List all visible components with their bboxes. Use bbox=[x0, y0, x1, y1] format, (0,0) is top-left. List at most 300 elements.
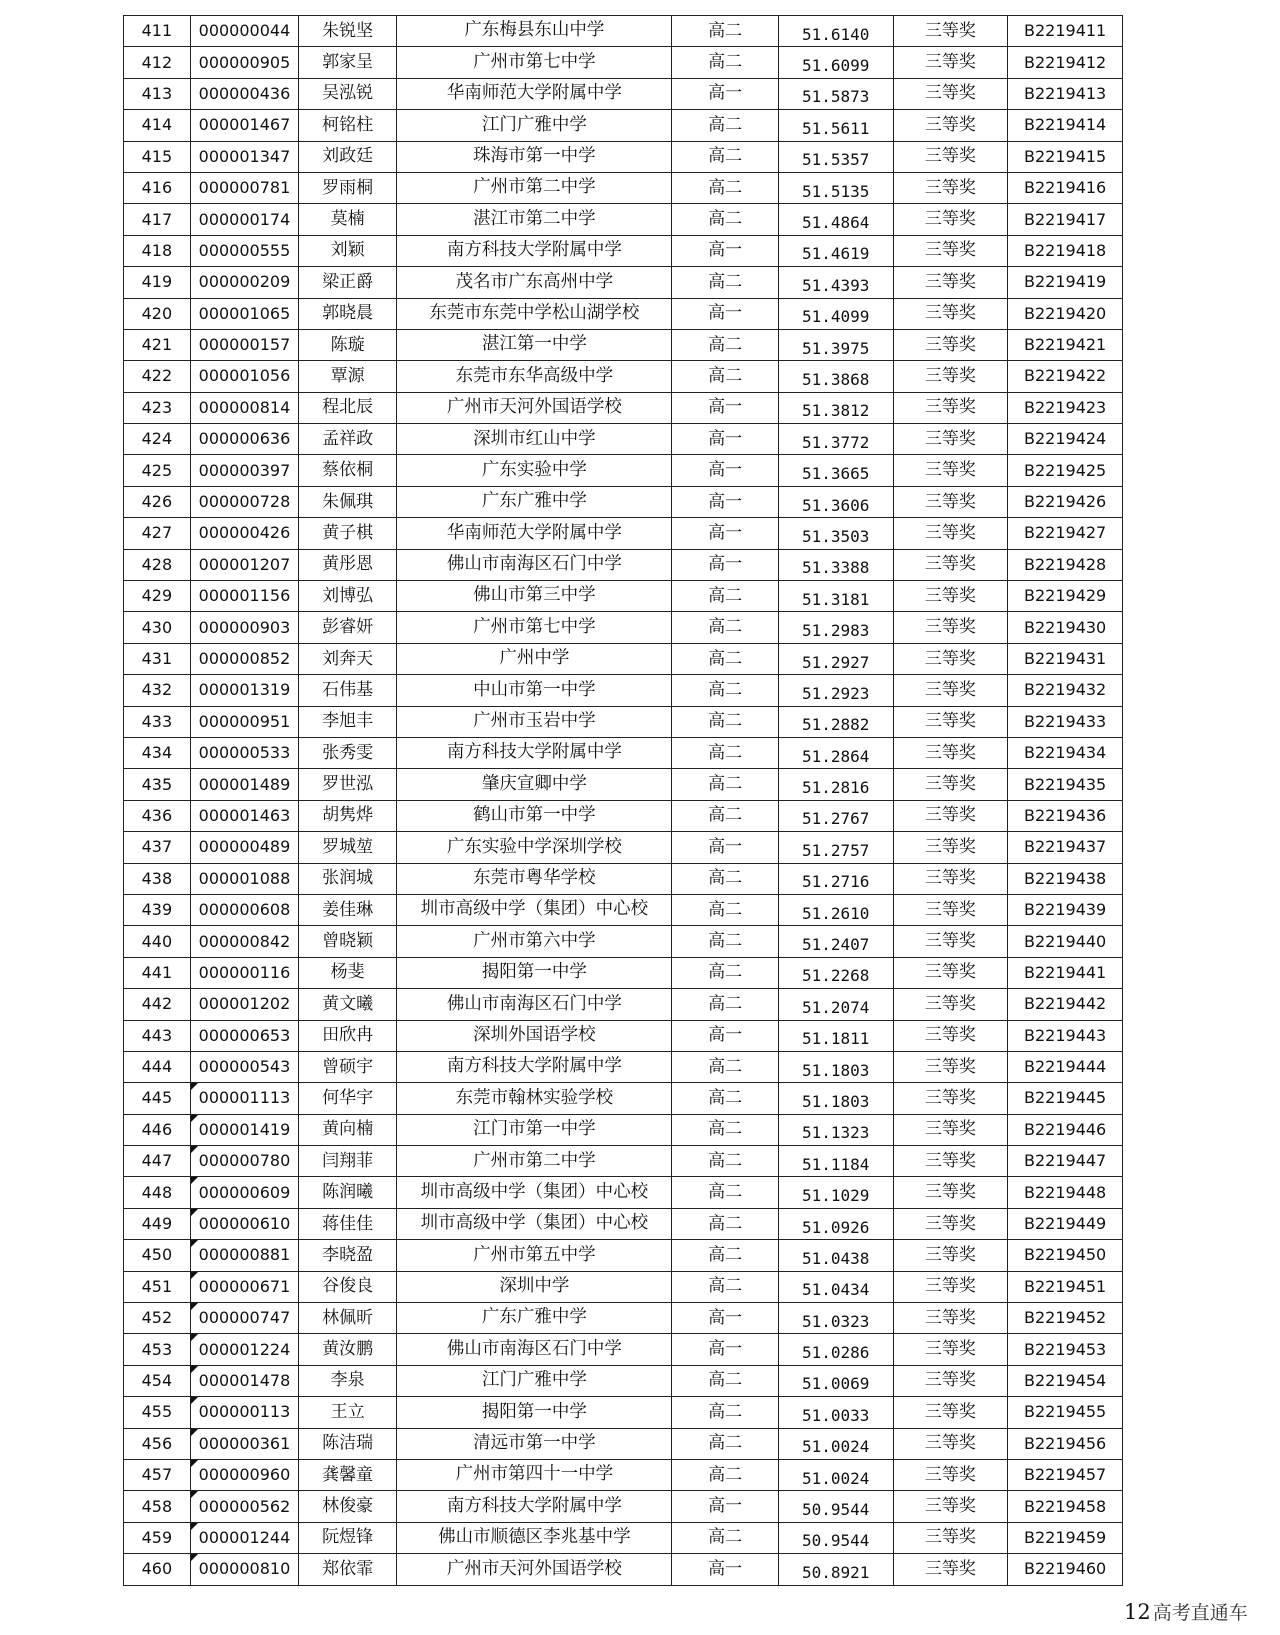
certificate-cell: B2219438 bbox=[1008, 863, 1123, 894]
candidate-id-cell: 000000157 bbox=[190, 329, 298, 360]
score-cell: 51.2927 bbox=[778, 643, 893, 674]
grade-cell: 高二 bbox=[672, 204, 778, 235]
school-cell: 南方科技大学附属中学 bbox=[397, 737, 672, 768]
rank-cell: 453 bbox=[124, 1334, 191, 1365]
grade-cell: 高一 bbox=[672, 1491, 778, 1522]
certificate-cell: B2219411 bbox=[1008, 16, 1123, 47]
student-name-cell: 吴泓锐 bbox=[299, 78, 397, 109]
certificate-cell: B2219434 bbox=[1008, 737, 1123, 768]
student-name-cell: 程北辰 bbox=[299, 392, 397, 423]
student-name-cell: 张润城 bbox=[299, 863, 397, 894]
certificate-cell: B2219433 bbox=[1008, 706, 1123, 737]
certificate-cell: B2219444 bbox=[1008, 1051, 1123, 1082]
candidate-id-cell: 000000361 bbox=[190, 1428, 298, 1459]
certificate-cell: B2219428 bbox=[1008, 549, 1123, 580]
candidate-id-cell: 000000533 bbox=[190, 737, 298, 768]
award-cell: 三等奖 bbox=[893, 957, 1008, 988]
school-cell: 江门广雅中学 bbox=[397, 1365, 672, 1396]
student-name-cell: 黄文曦 bbox=[299, 989, 397, 1020]
student-name-cell: 石伟基 bbox=[299, 675, 397, 706]
grade-cell: 高二 bbox=[672, 267, 778, 298]
candidate-id-cell: 000000174 bbox=[190, 204, 298, 235]
score-cell: 51.1811 bbox=[778, 1020, 893, 1051]
award-cell: 三等奖 bbox=[893, 1365, 1008, 1396]
table-row bbox=[124, 141, 1123, 172]
table-row bbox=[124, 1240, 1123, 1271]
score-cell: 51.3388 bbox=[778, 549, 893, 580]
school-cell: 广州市第二中学 bbox=[397, 1146, 672, 1177]
school-cell: 湛江市第二中学 bbox=[397, 204, 672, 235]
candidate-id-cell: 000000489 bbox=[190, 832, 298, 863]
school-cell: 南方科技大学附属中学 bbox=[397, 1051, 672, 1082]
rank-cell: 459 bbox=[124, 1522, 191, 1553]
award-cell: 三等奖 bbox=[893, 1459, 1008, 1490]
award-cell: 三等奖 bbox=[893, 863, 1008, 894]
table-row bbox=[124, 1083, 1123, 1114]
rank-cell: 449 bbox=[124, 1208, 191, 1239]
certificate-cell: B2219425 bbox=[1008, 455, 1123, 486]
score-cell: 51.0323 bbox=[778, 1303, 893, 1334]
award-cell: 三等奖 bbox=[893, 1208, 1008, 1239]
candidate-id-cell: 000000905 bbox=[190, 47, 298, 78]
grade-cell: 高一 bbox=[672, 1303, 778, 1334]
school-cell: 广州市第二中学 bbox=[397, 172, 672, 203]
rank-cell: 415 bbox=[124, 141, 191, 172]
score-cell: 51.1184 bbox=[778, 1146, 893, 1177]
student-name-cell: 郭晓晨 bbox=[299, 298, 397, 329]
rank-cell: 416 bbox=[124, 172, 191, 203]
score-cell: 51.2407 bbox=[778, 926, 893, 957]
student-name-cell: 柯铭柱 bbox=[299, 110, 397, 141]
student-name-cell: 张秀雯 bbox=[299, 737, 397, 768]
score-cell: 51.0434 bbox=[778, 1271, 893, 1302]
score-cell: 51.4864 bbox=[778, 204, 893, 235]
school-cell: 华南师范大学附属中学 bbox=[397, 78, 672, 109]
award-cell: 三等奖 bbox=[893, 894, 1008, 925]
table-row bbox=[124, 110, 1123, 141]
certificate-cell: B2219453 bbox=[1008, 1334, 1123, 1365]
candidate-id-cell: 000001419 bbox=[190, 1114, 298, 1145]
student-name-cell: 李泉 bbox=[299, 1365, 397, 1396]
candidate-id-cell: 000000881 bbox=[190, 1240, 298, 1271]
school-cell: 广州市天河外国语学校 bbox=[397, 1554, 672, 1585]
school-cell: 珠海市第一中学 bbox=[397, 141, 672, 172]
rank-cell: 428 bbox=[124, 549, 191, 580]
school-cell: 茂名市广东高州中学 bbox=[397, 267, 672, 298]
award-cell: 三等奖 bbox=[893, 172, 1008, 203]
student-name-cell: 阮煜锋 bbox=[299, 1522, 397, 1553]
certificate-cell: B2219447 bbox=[1008, 1146, 1123, 1177]
school-cell: 佛山市南海区石门中学 bbox=[397, 989, 672, 1020]
rank-cell: 460 bbox=[124, 1554, 191, 1585]
award-cell: 三等奖 bbox=[893, 78, 1008, 109]
rank-cell: 426 bbox=[124, 486, 191, 517]
rank-cell: 421 bbox=[124, 329, 191, 360]
student-name-cell: 黄彤恩 bbox=[299, 549, 397, 580]
candidate-id-cell: 000001244 bbox=[190, 1522, 298, 1553]
table-row bbox=[124, 737, 1123, 768]
grade-cell: 高二 bbox=[672, 110, 778, 141]
award-cell: 三等奖 bbox=[893, 361, 1008, 392]
grade-cell: 高二 bbox=[672, 361, 778, 392]
candidate-id-cell: 000000842 bbox=[190, 926, 298, 957]
candidate-id-cell: 000000044 bbox=[190, 16, 298, 47]
score-cell: 51.2816 bbox=[778, 769, 893, 800]
rank-cell: 455 bbox=[124, 1397, 191, 1428]
school-cell: 广东实验中学深圳学校 bbox=[397, 832, 672, 863]
table-row bbox=[124, 643, 1123, 674]
student-name-cell: 曾硕宇 bbox=[299, 1051, 397, 1082]
award-cell: 三等奖 bbox=[893, 267, 1008, 298]
score-cell: 51.3665 bbox=[778, 455, 893, 486]
school-cell: 清远市第一中学 bbox=[397, 1428, 672, 1459]
certificate-cell: B2219437 bbox=[1008, 832, 1123, 863]
score-cell: 51.1323 bbox=[778, 1114, 893, 1145]
grade-cell: 高一 bbox=[672, 1020, 778, 1051]
candidate-id-cell: 000001113 bbox=[190, 1083, 298, 1114]
rank-cell: 427 bbox=[124, 518, 191, 549]
school-cell: 广州市第七中学 bbox=[397, 47, 672, 78]
school-cell: 揭阳第一中学 bbox=[397, 957, 672, 988]
score-cell: 51.0438 bbox=[778, 1240, 893, 1271]
rank-cell: 411 bbox=[124, 16, 191, 47]
table-row bbox=[124, 1522, 1123, 1553]
award-cell: 三等奖 bbox=[893, 1334, 1008, 1365]
award-cell: 三等奖 bbox=[893, 989, 1008, 1020]
table-row bbox=[124, 989, 1123, 1020]
rank-cell: 456 bbox=[124, 1428, 191, 1459]
award-cell: 三等奖 bbox=[893, 110, 1008, 141]
rank-cell: 436 bbox=[124, 800, 191, 831]
table-row bbox=[124, 329, 1123, 360]
rank-cell: 443 bbox=[124, 1020, 191, 1051]
rank-cell: 413 bbox=[124, 78, 191, 109]
award-cell: 三等奖 bbox=[893, 1428, 1008, 1459]
certificate-cell: B2219452 bbox=[1008, 1303, 1123, 1334]
certificate-cell: B2219431 bbox=[1008, 643, 1123, 674]
certificate-cell: B2219418 bbox=[1008, 235, 1123, 266]
rank-cell: 433 bbox=[124, 706, 191, 737]
grade-cell: 高一 bbox=[672, 518, 778, 549]
table-row bbox=[124, 1365, 1123, 1396]
school-cell: 广州市第七中学 bbox=[397, 612, 672, 643]
grade-cell: 高一 bbox=[672, 1334, 778, 1365]
student-name-cell: 罗雨桐 bbox=[299, 172, 397, 203]
grade-cell: 高二 bbox=[672, 894, 778, 925]
school-cell: 广州市玉岩中学 bbox=[397, 706, 672, 737]
grade-cell: 高二 bbox=[672, 16, 778, 47]
school-cell: 佛山市南海区石门中学 bbox=[397, 1334, 672, 1365]
student-name-cell: 王立 bbox=[299, 1397, 397, 1428]
grade-cell: 高二 bbox=[672, 800, 778, 831]
certificate-cell: B2219439 bbox=[1008, 894, 1123, 925]
certificate-cell: B2219458 bbox=[1008, 1491, 1123, 1522]
school-cell: 广东梅县东山中学 bbox=[397, 16, 672, 47]
school-cell: 广州市天河外国语学校 bbox=[397, 392, 672, 423]
student-name-cell: 曾晓颖 bbox=[299, 926, 397, 957]
student-name-cell: 何华宇 bbox=[299, 1083, 397, 1114]
school-cell: 广东广雅中学 bbox=[397, 1303, 672, 1334]
student-name-cell: 郭家呈 bbox=[299, 47, 397, 78]
candidate-id-cell: 000000903 bbox=[190, 612, 298, 643]
student-name-cell: 朱锐坚 bbox=[299, 16, 397, 47]
grade-cell: 高二 bbox=[672, 926, 778, 957]
award-cell: 三等奖 bbox=[893, 204, 1008, 235]
candidate-id-cell: 000000543 bbox=[190, 1051, 298, 1082]
table-row bbox=[124, 486, 1123, 517]
grade-cell: 高二 bbox=[672, 612, 778, 643]
school-cell: 江门市第一中学 bbox=[397, 1114, 672, 1145]
school-cell: 佛山市第三中学 bbox=[397, 581, 672, 612]
candidate-id-cell: 000001207 bbox=[190, 549, 298, 580]
rank-cell: 440 bbox=[124, 926, 191, 957]
grade-cell: 高二 bbox=[672, 1177, 778, 1208]
certificate-cell: B2219445 bbox=[1008, 1083, 1123, 1114]
rank-cell: 446 bbox=[124, 1114, 191, 1145]
student-name-cell: 陈洁瑞 bbox=[299, 1428, 397, 1459]
award-cell: 三等奖 bbox=[893, 1146, 1008, 1177]
certificate-cell: B2219441 bbox=[1008, 957, 1123, 988]
school-cell: 华南师范大学附属中学 bbox=[397, 518, 672, 549]
school-cell: 肇庆宣卿中学 bbox=[397, 769, 672, 800]
certificate-cell: B2219446 bbox=[1008, 1114, 1123, 1145]
candidate-id-cell: 000000671 bbox=[190, 1271, 298, 1302]
score-cell: 51.0024 bbox=[778, 1459, 893, 1490]
award-cell: 三等奖 bbox=[893, 737, 1008, 768]
award-cell: 三等奖 bbox=[893, 1397, 1008, 1428]
grade-cell: 高二 bbox=[672, 1083, 778, 1114]
grade-cell: 高二 bbox=[672, 643, 778, 674]
award-cell: 三等奖 bbox=[893, 1114, 1008, 1145]
student-name-cell: 龚馨童 bbox=[299, 1459, 397, 1490]
school-cell: 广州市第四十一中学 bbox=[397, 1459, 672, 1490]
student-name-cell: 田欣冉 bbox=[299, 1020, 397, 1051]
table-row bbox=[124, 1554, 1123, 1585]
award-cell: 三等奖 bbox=[893, 1554, 1008, 1585]
candidate-id-cell: 000001319 bbox=[190, 675, 298, 706]
school-cell: 江门广雅中学 bbox=[397, 110, 672, 141]
candidate-id-cell: 000000436 bbox=[190, 78, 298, 109]
candidate-id-cell: 000000426 bbox=[190, 518, 298, 549]
student-name-cell: 覃源 bbox=[299, 361, 397, 392]
score-cell: 51.3181 bbox=[778, 581, 893, 612]
student-name-cell: 姜佳琳 bbox=[299, 894, 397, 925]
grade-cell: 高二 bbox=[672, 706, 778, 737]
score-cell: 51.0069 bbox=[778, 1365, 893, 1396]
candidate-id-cell: 000000609 bbox=[190, 1177, 298, 1208]
student-name-cell: 黄向楠 bbox=[299, 1114, 397, 1145]
score-cell: 51.2767 bbox=[778, 800, 893, 831]
award-cell: 三等奖 bbox=[893, 235, 1008, 266]
rank-cell: 418 bbox=[124, 235, 191, 266]
rank-cell: 457 bbox=[124, 1459, 191, 1490]
rank-cell: 434 bbox=[124, 737, 191, 768]
school-cell: 圳市高级中学（集团）中心校 bbox=[397, 1177, 672, 1208]
school-cell: 东莞市翰林实验学校 bbox=[397, 1083, 672, 1114]
score-cell: 51.6099 bbox=[778, 47, 893, 78]
candidate-id-cell: 000000610 bbox=[190, 1208, 298, 1239]
candidate-id-cell: 000000810 bbox=[190, 1554, 298, 1585]
grade-cell: 高二 bbox=[672, 675, 778, 706]
table-row bbox=[124, 675, 1123, 706]
table-row bbox=[124, 392, 1123, 423]
certificate-cell: B2219455 bbox=[1008, 1397, 1123, 1428]
rank-cell: 417 bbox=[124, 204, 191, 235]
certificate-cell: B2219430 bbox=[1008, 612, 1123, 643]
award-cell: 三等奖 bbox=[893, 16, 1008, 47]
certificate-cell: B2219450 bbox=[1008, 1240, 1123, 1271]
score-cell: 51.5135 bbox=[778, 172, 893, 203]
results-table-body bbox=[124, 16, 1123, 1586]
rank-cell: 439 bbox=[124, 894, 191, 925]
rank-cell: 432 bbox=[124, 675, 191, 706]
award-cell: 三等奖 bbox=[893, 424, 1008, 455]
rank-cell: 423 bbox=[124, 392, 191, 423]
score-cell: 51.4393 bbox=[778, 267, 893, 298]
score-cell: 51.3772 bbox=[778, 424, 893, 455]
table-row bbox=[124, 1428, 1123, 1459]
certificate-cell: B2219413 bbox=[1008, 78, 1123, 109]
table-row bbox=[124, 172, 1123, 203]
award-cell: 三等奖 bbox=[893, 769, 1008, 800]
school-cell: 佛山市顺德区李兆基中学 bbox=[397, 1522, 672, 1553]
table-row bbox=[124, 1051, 1123, 1082]
candidate-id-cell: 000001224 bbox=[190, 1334, 298, 1365]
rank-cell: 437 bbox=[124, 832, 191, 863]
school-cell: 南方科技大学附属中学 bbox=[397, 1491, 672, 1522]
award-cell: 三等奖 bbox=[893, 706, 1008, 737]
grade-cell: 高一 bbox=[672, 298, 778, 329]
rank-cell: 430 bbox=[124, 612, 191, 643]
grade-cell: 高一 bbox=[672, 1554, 778, 1585]
score-cell: 51.1803 bbox=[778, 1083, 893, 1114]
rank-cell: 429 bbox=[124, 581, 191, 612]
award-cell: 三等奖 bbox=[893, 518, 1008, 549]
certificate-cell: B2219454 bbox=[1008, 1365, 1123, 1396]
school-cell: 圳市高级中学（集团）中心校 bbox=[397, 1208, 672, 1239]
candidate-id-cell: 000000814 bbox=[190, 392, 298, 423]
score-cell: 51.5357 bbox=[778, 141, 893, 172]
score-cell: 51.2882 bbox=[778, 706, 893, 737]
grade-cell: 高二 bbox=[672, 581, 778, 612]
rank-cell: 431 bbox=[124, 643, 191, 674]
certificate-cell: B2219412 bbox=[1008, 47, 1123, 78]
score-cell: 51.4619 bbox=[778, 235, 893, 266]
score-cell: 50.9544 bbox=[778, 1522, 893, 1553]
table-row bbox=[124, 863, 1123, 894]
grade-cell: 高二 bbox=[672, 1397, 778, 1428]
score-cell: 51.0033 bbox=[778, 1397, 893, 1428]
table-row bbox=[124, 204, 1123, 235]
candidate-id-cell: 000000116 bbox=[190, 957, 298, 988]
student-name-cell: 罗城堃 bbox=[299, 832, 397, 863]
table-row bbox=[124, 706, 1123, 737]
certificate-cell: B2219451 bbox=[1008, 1271, 1123, 1302]
award-cell: 三等奖 bbox=[893, 455, 1008, 486]
results-table bbox=[123, 15, 1123, 1586]
rank-cell: 414 bbox=[124, 110, 191, 141]
award-cell: 三等奖 bbox=[893, 581, 1008, 612]
rank-cell: 419 bbox=[124, 267, 191, 298]
score-cell: 51.3868 bbox=[778, 361, 893, 392]
score-cell: 51.0286 bbox=[778, 1334, 893, 1365]
rank-cell: 447 bbox=[124, 1146, 191, 1177]
candidate-id-cell: 000001463 bbox=[190, 800, 298, 831]
grade-cell: 高二 bbox=[672, 769, 778, 800]
student-name-cell: 李晓盈 bbox=[299, 1240, 397, 1271]
student-name-cell: 林佩昕 bbox=[299, 1303, 397, 1334]
candidate-id-cell: 000001489 bbox=[190, 769, 298, 800]
certificate-cell: B2219440 bbox=[1008, 926, 1123, 957]
table-row bbox=[124, 894, 1123, 925]
page-number: 12 bbox=[1124, 1600, 1151, 1624]
rank-cell: 450 bbox=[124, 1240, 191, 1271]
school-cell: 东莞市东莞中学松山湖学校 bbox=[397, 298, 672, 329]
rank-cell: 444 bbox=[124, 1051, 191, 1082]
candidate-id-cell: 000001202 bbox=[190, 989, 298, 1020]
rank-cell: 445 bbox=[124, 1083, 191, 1114]
watermark: 高考直通车 bbox=[1152, 1602, 1248, 1624]
table-row bbox=[124, 1271, 1123, 1302]
candidate-id-cell: 000000113 bbox=[190, 1397, 298, 1428]
grade-cell: 高二 bbox=[672, 1146, 778, 1177]
student-name-cell: 李旭丰 bbox=[299, 706, 397, 737]
table-row bbox=[124, 235, 1123, 266]
grade-cell: 高一 bbox=[672, 424, 778, 455]
award-cell: 三等奖 bbox=[893, 1083, 1008, 1114]
student-name-cell: 孟祥政 bbox=[299, 424, 397, 455]
certificate-cell: B2219443 bbox=[1008, 1020, 1123, 1051]
award-cell: 三等奖 bbox=[893, 1177, 1008, 1208]
score-cell: 51.2074 bbox=[778, 989, 893, 1020]
school-cell: 鹤山市第一中学 bbox=[397, 800, 672, 831]
table-row bbox=[124, 455, 1123, 486]
candidate-id-cell: 000000608 bbox=[190, 894, 298, 925]
score-cell: 51.2268 bbox=[778, 957, 893, 988]
score-cell: 51.2716 bbox=[778, 863, 893, 894]
certificate-cell: B2219449 bbox=[1008, 1208, 1123, 1239]
candidate-id-cell: 000001347 bbox=[190, 141, 298, 172]
table-row bbox=[124, 267, 1123, 298]
certificate-cell: B2219442 bbox=[1008, 989, 1123, 1020]
score-cell: 50.8921 bbox=[778, 1554, 893, 1585]
score-cell: 51.2864 bbox=[778, 737, 893, 768]
rank-cell: 438 bbox=[124, 863, 191, 894]
certificate-cell: B2219416 bbox=[1008, 172, 1123, 203]
student-name-cell: 郑依霏 bbox=[299, 1554, 397, 1585]
score-cell: 51.3975 bbox=[778, 329, 893, 360]
grade-cell: 高一 bbox=[672, 486, 778, 517]
certificate-cell: B2219421 bbox=[1008, 329, 1123, 360]
school-cell: 佛山市南海区石门中学 bbox=[397, 549, 672, 580]
rank-cell: 454 bbox=[124, 1365, 191, 1396]
candidate-id-cell: 000000728 bbox=[190, 486, 298, 517]
certificate-cell: B2219457 bbox=[1008, 1459, 1123, 1490]
score-cell: 51.2983 bbox=[778, 612, 893, 643]
student-name-cell: 林俊豪 bbox=[299, 1491, 397, 1522]
candidate-id-cell: 000000780 bbox=[190, 1146, 298, 1177]
certificate-cell: B2219426 bbox=[1008, 486, 1123, 517]
student-name-cell: 刘博弘 bbox=[299, 581, 397, 612]
table-row bbox=[124, 78, 1123, 109]
table-row bbox=[124, 926, 1123, 957]
rank-cell: 424 bbox=[124, 424, 191, 455]
student-name-cell: 闫翔菲 bbox=[299, 1146, 397, 1177]
table-row bbox=[124, 1208, 1123, 1239]
candidate-id-cell: 000001056 bbox=[190, 361, 298, 392]
score-cell: 51.3503 bbox=[778, 518, 893, 549]
score-cell: 51.5873 bbox=[778, 78, 893, 109]
